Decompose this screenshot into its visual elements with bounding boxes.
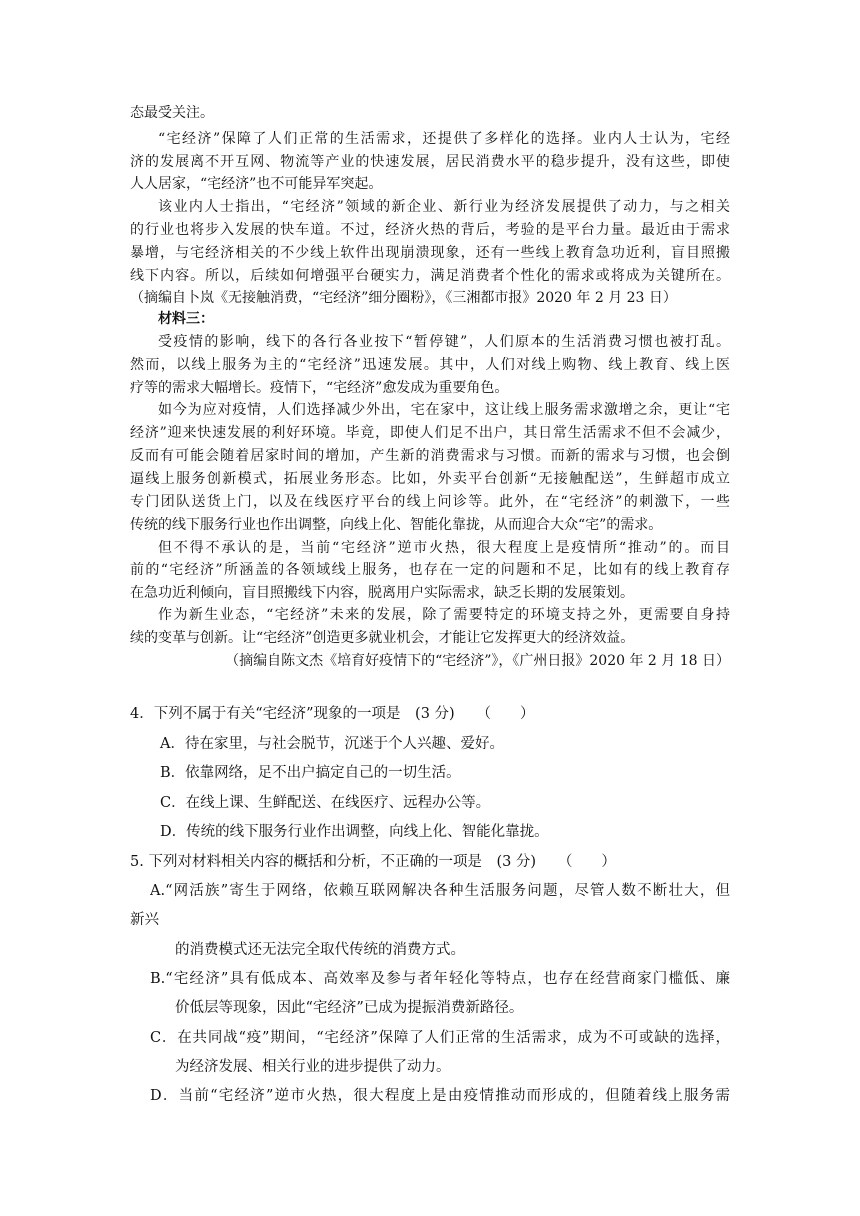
text-line: 线下内容。所以，后续如何增强平台硬实力，满足消费者个性化的需求或将成为关键所在。 — [130, 268, 730, 284]
text-line: 的行业也将步入发展的快车道。不过，经济火热的背后，考验的是平台力量。最近由于需求 — [130, 222, 730, 238]
question-5-option-a-cont: 的消费模式还无法完全取代传统的消费方式。 — [175, 942, 465, 958]
question-5-option-b-cont: 价低层等现象，因此“宅经济”已成为提振消费新路径。 — [175, 1000, 524, 1016]
text-line: 作为新生业态，“宅经济”未来的发展，除了需要特定的环境支持之外，更需要自身持 — [158, 607, 730, 623]
source-citation: （摘编自陈文杰《培育好疫情下的“宅经济”》，《广州日报》2020 年 2 月 18 日） — [225, 653, 730, 669]
text-line: 如今为应对疫情，人们选择减少外出，宅在家中，这让线上服务需求激增之余，更让“宅 — [158, 402, 730, 418]
section-heading: 材料三： — [158, 311, 214, 327]
text-line: “宅经济”保障了人们正常的生活需求，还提供了多样化的选择。业内人士认为，宅经 — [158, 131, 730, 147]
text-line: 传统的线下服务行业也作出调整，向线上化、智能化靠拢，从而迎合大众“宅”的需求。 — [130, 517, 663, 533]
text-line: 在急功近利倾向，盲目照搬线下内容，脱离用户实际需求，缺乏长期的发展策划。 — [130, 585, 634, 601]
question-5-option-a: A.“网活族”寄生于网络，依赖互联网解决各种生活服务问题，尽管人数不断壮大，但 — [150, 883, 730, 899]
question-4-option-d: D．传统的线下服务行业作出调整，向线上化、智能化靠拢。 — [160, 824, 549, 840]
text-line: 该业内人士指出，“宅经济”领域的新企业、新行业为经济发展提供了动力，与之相关 — [158, 199, 730, 215]
text-line: 疗等的需求大幅增长。疫情下，“宅经济”愈发成为重要角色。 — [130, 380, 509, 396]
text-line: 态最受关注。 — [130, 105, 214, 121]
question-5-option-c-cont: 为经济发展、相关行业的进步提供了动力。 — [175, 1059, 451, 1075]
question-4-stem: 4．下列不属于有关“宅经济”现象的一项是 (3 分) （ ） — [130, 706, 535, 722]
text-line: 暴增，与宅经济相关的不少线上软件出现崩溃现象，还有一些线上教育急功近利，盲目照搬 — [130, 245, 730, 261]
text-line: 经济”迎来快速发展的利好环境。毕竟，即使人们足不出户，其日常生活需求不但不会减少， — [130, 425, 730, 441]
question-5-option-d: D．当前“宅经济”逆市火热，很大程度上是由疫情推动而形成的，但随着线上服务需 — [150, 1088, 730, 1104]
text-line: 人人居家，“宅经济”也不可能异军突起。 — [130, 176, 383, 192]
question-5-stem: 5. 下列对材料相关内容的概括和分析，不正确的一项是 (3 分) （ ） — [130, 854, 616, 870]
text-line: 逼线上服务创新模式，拓展业务形态。比如，外卖平台创新“无接触配送”，生鲜超市成立 — [130, 471, 730, 487]
text-line: 前的“宅经济”所涵盖的各领域线上服务，也存在一定的问题和不足，比如有的线上教育存 — [130, 562, 730, 578]
text-line: 续的变革与创新。让“宅经济”创造更多就业机会，才能让它发挥更大的经济效益。 — [130, 630, 635, 646]
question-4-option-c: C．在线上课、生鲜配送、在线医疗、远程办公等。 — [160, 795, 491, 811]
text-line: 济的发展离不开互网、物流等产业的快速发展，居民消费水平的稳步提升，没有这些，即使 — [130, 154, 730, 170]
text-line: 反而有可能会随着居家时间的增加，产生新的消费需求与习惯。而新的需求与习惯，也会倒 — [130, 448, 730, 464]
text-line: 但不得不承认的是，当前“宅经济”逆市火热，很大程度上是疫情所“推动”的。而目 — [158, 540, 730, 556]
question-4-option-a: A．待在家里，与社会脱节，沉迷于个人兴趣、爱好。 — [160, 736, 504, 752]
source-citation: （摘编自卜岚《无接触消费，“宅经济”细分圈粉》，《三湘都市报》2020 年 2 月 23 日） — [130, 290, 677, 306]
question-4-option-b: B．依靠网络，足不出户搞定自己的一切生活。 — [160, 765, 461, 781]
text-line: 然而，以线上服务为主的“宅经济”迅速发展。其中，人们对线上购物、线上教育、线上医 — [130, 357, 730, 373]
question-5-option-a-cont: 新兴 — [130, 912, 159, 928]
text-line: 专门团队送货上门，以及在线医疗平台的线上问诊等。此外，在“宅经济”的刺激下，一些 — [130, 494, 730, 510]
text-line: 受疫情的影响，线下的各行各业按下“暂停键”，人们原本的生活消费习惯也被打乱。 — [158, 334, 730, 350]
question-5-option-c: C．在共同战“疫”期间，“宅经济”保障了人们正常的生活需求，成为不可或缺的选择， — [150, 1030, 730, 1046]
question-5-option-b: B.“宅经济”具有低成本、高效率及参与者年轻化等特点，也存在经营商家门槛低、廉 — [150, 971, 730, 987]
